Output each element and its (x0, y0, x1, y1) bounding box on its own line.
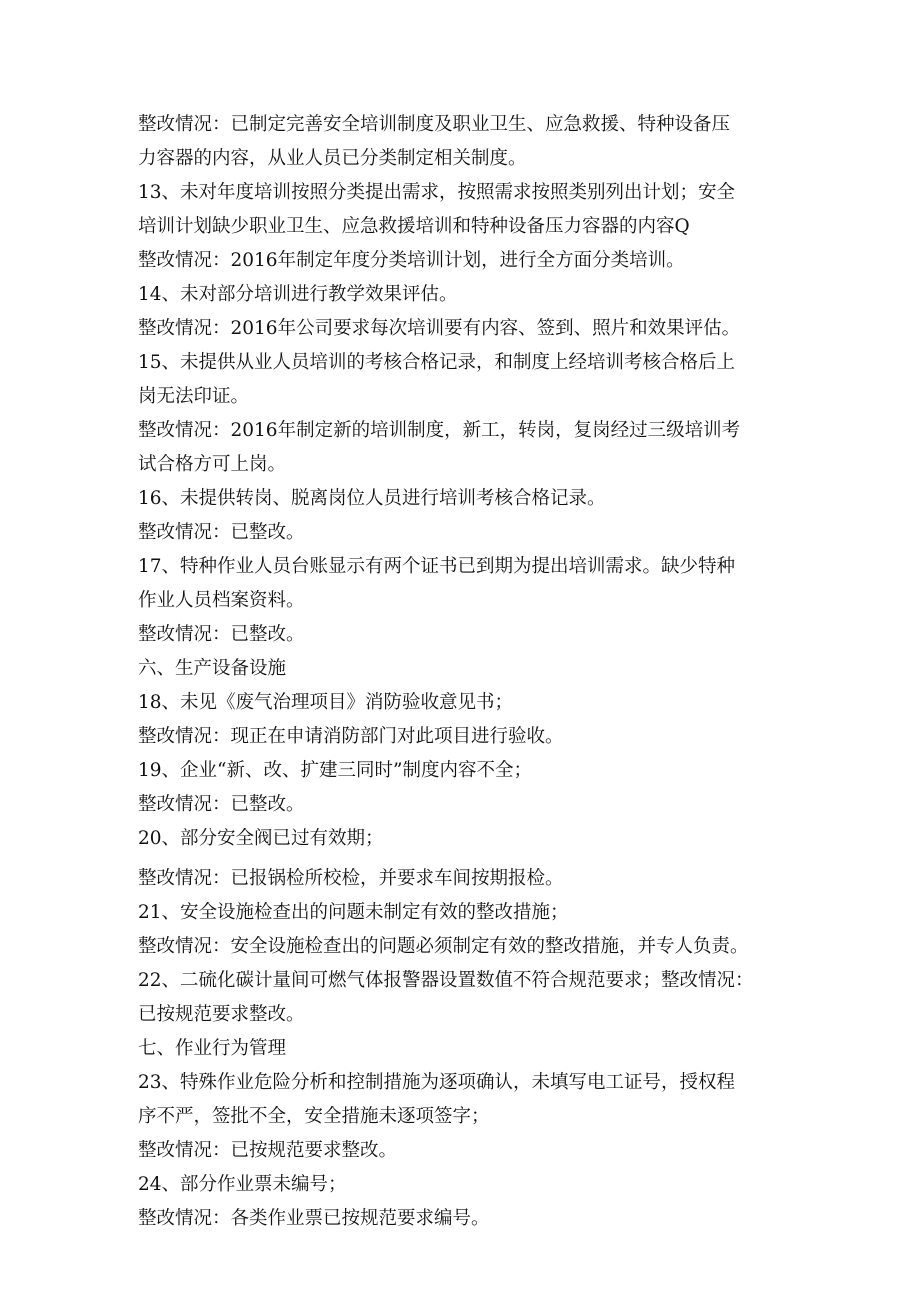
text-line: 21、安全设施检查出的问题未制定有效的整改措施； (138, 902, 569, 923)
text-line: 17、特种作业人员台账显示有两个证书已到期为提出培训需求。缺少特种 (138, 556, 736, 577)
text-line: 整改情况：2016年制定年度分类培训计划，进行全方面分类培训。 (138, 250, 685, 271)
text-line: 16、未提供转岗、脱离岗位人员进行培训考核合格记录。 (138, 488, 606, 509)
text-line: 试合格方可上岗。 (138, 454, 287, 475)
text-line: 18、未见《废气治理项目》消防验收意见书； (138, 692, 514, 713)
text-line: 整改情况：2016年公司要求每次培训要有内容、签到、照片和效果评估。 (138, 318, 741, 339)
text-line: 22、二硫化碳计量间可燃气体报警器设置数值不符合规范要求；整改情况： (138, 970, 754, 991)
text-line: 整改情况：现正在申请消防部门对此项目进行验收。 (138, 726, 564, 747)
text-line: 15、未提供从业人员培训的考核合格记录，和制度上经培训考核合格后上 (138, 352, 736, 373)
text-line: 序不严，签批不全，安全措施未逐项签字； (138, 1106, 490, 1127)
text-line: 整改情况：2016年制定新的培训制度，新工，转岗，复岗经过三级培训考 (138, 420, 741, 441)
text-line: 14、未对部分培训进行教学效果评估。 (138, 284, 458, 305)
text-line: 整改情况：各类作业票已按规范要求编号。 (138, 1208, 490, 1229)
text-line: 13、未对年度培训按照分类提出需求，按照需求按照类别列出计划；安全 (138, 182, 736, 203)
text-line: 整改情况：已按规范要求整改。 (138, 1140, 398, 1161)
text-line: 24、部分作业票未编号； (138, 1174, 347, 1195)
text-line: 已按规范要求整改。 (138, 1004, 305, 1025)
text-line: 岗无法印证。 (138, 386, 250, 407)
section-heading: 六、生产设备设施 (138, 658, 287, 679)
text-line: 整改情况：已制定完善安全培训制度及职业卫生、应急救援、特种设备压 (138, 114, 731, 135)
text-line: 23、特殊作业危险分析和控制措施为逐项确认，未填写电工证号，授权程 (138, 1072, 736, 1093)
text-line: 整改情况：已整改。 (138, 624, 305, 645)
text-line: 20、部分安全阀已过有效期； (138, 828, 384, 849)
text-line: 整改情况：已报锅检所校检，并要求车间按期报检。 (138, 868, 564, 889)
text-line: 19、企业“新、改、扩建三同时”制度内容不全； (138, 760, 532, 781)
text-line: 整改情况：已整改。 (138, 794, 305, 815)
text-line: 培训计划缺少职业卫生、应急救援培训和特种设备压力容器的内容Q (138, 216, 690, 237)
text-line: 整改情况：已整改。 (138, 522, 305, 543)
text-line: 整改情况：安全设施检查出的问题必须制定有效的整改措施，并专人负责。 (138, 936, 749, 957)
document-body (138, 108, 798, 1236)
text-line: 作业人员档案资料。 (138, 590, 305, 611)
text-line: 力容器的内容，从业人员已分类制定相关制度。 (138, 148, 527, 169)
section-heading: 七、作业行为管理 (138, 1038, 287, 1059)
